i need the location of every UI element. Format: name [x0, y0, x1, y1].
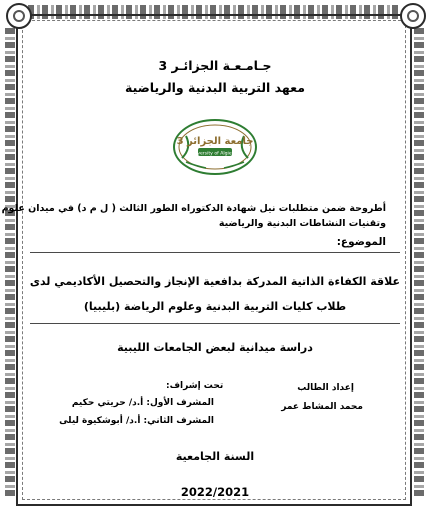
institute-name: معهد التربية البدنية والرياضية: [125, 80, 305, 95]
study-type: دراسة ميدانية لبعض الجامعات الليبية: [117, 341, 313, 354]
prepared-by-label: إعداد الطالب: [297, 383, 354, 393]
corner-ornament-top-left: [6, 3, 32, 29]
thesis-title-line-1: علاقة الكفاءة الذاتية المدركة بدافعية الإنجاز والتحصيل الأكاديمي لدى: [29, 275, 400, 288]
thesis-statement-line-2: وتقنيات النشاطات البدنية والرياضية: [218, 218, 386, 229]
frame-right-ornament: [414, 28, 424, 498]
second-supervisor: المشرف الثاني: أ.د/ أبوشكيوة ليلى: [59, 416, 214, 426]
thesis-title-line-2: طلاب كليات التربية البدنية وعلوم الرياضة (بليبيا): [83, 300, 347, 313]
logo-latin-text: University of Algiers 3: [189, 151, 241, 157]
first-supervisor: المشرف الأول: أ.د/ حريتي حكيم: [71, 398, 214, 408]
academic-year-label: السنة الجامعية: [175, 450, 255, 463]
subject-label: الموضوع:: [336, 236, 386, 248]
student-name: محمد المشاط عمر: [281, 402, 363, 412]
academic-year: 2022/2021: [180, 485, 250, 499]
frame-left-ornament: [5, 28, 15, 498]
university-name: جـامـعـة الجزائـر 3: [158, 58, 272, 73]
title-box: [30, 252, 400, 324]
university-logo: [172, 118, 258, 176]
thesis-statement-line-1: أطروحة ضمن متطلبات نيل شهادة الدكتوراه الطور الثالث ( ل م د) في ميدان علوم: [1, 203, 386, 214]
corner-ornament-top-right: [400, 3, 426, 29]
logo-arabic-text: جامعة الجزائر 3: [176, 136, 254, 147]
supervision-label: تحت إشراف:: [166, 381, 224, 391]
